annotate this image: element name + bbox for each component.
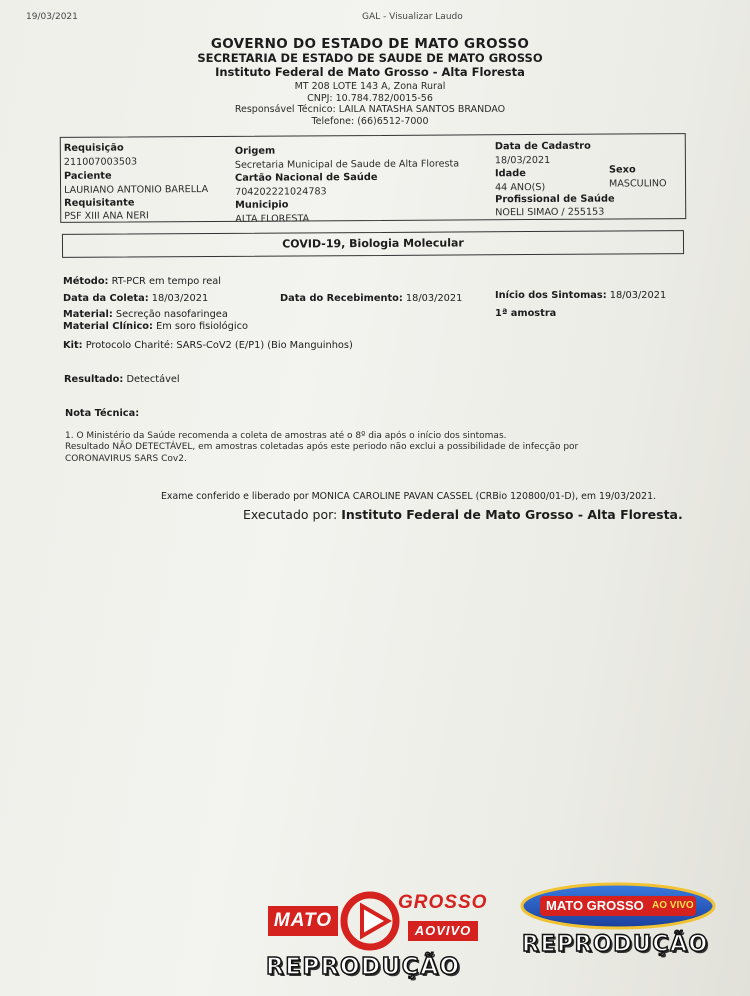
recebimento-line [280,293,462,304]
amostra-label: 1ª amostra [495,308,557,319]
profissional-value: NOELI SIMAO / 255153 [495,206,605,219]
print-title: GAL - Visualizar Laudo [362,12,463,22]
executado-value: Instituto Federal de Mato Grosso - Alta Floresta. [341,507,683,522]
material-clinico-value: Em soro fisiológico [156,321,248,332]
header-responsavel: Responsável Técnico: LAILA NATASHA SANTOS BRANDAO [234,104,506,115]
municipio-label: Municipio [235,199,289,211]
requisitante-value: PSF XIII ANA NERI [64,210,149,222]
material-label: Material: [63,309,113,320]
logo1-aovivo: AOVIVO [408,921,478,941]
kit-line [63,340,353,351]
logo2-aovivo: AO VIVO [652,900,694,911]
idade-value: 44 ANO(S) [495,181,546,194]
requisitante-label: Requisitante [64,197,135,209]
material-line [63,309,228,320]
requisicao-value: 211007003503 [63,156,138,168]
cartao-value: 704202221024783 [235,186,327,198]
material-value: Secreção nasofaringea [115,309,228,320]
sexo-label: Sexo [608,164,636,176]
origem-label: Origem [234,145,276,157]
logo2-reproducao: REPRODUÇÃO [522,932,709,957]
exam-title-box: COVID-19, Biologia Molecular [62,230,684,258]
idade-label: Idade [494,168,526,180]
origem-value: Secretaria Municipal de Saude de Alta Floresta [234,158,460,171]
coleta-label: Data da Coleta: [63,293,149,304]
paciente-label: Paciente [63,170,112,182]
kit-value: Protocolo Charité: SARS-CoV2 (E/P1) (Bio Manguinhos) [85,340,353,351]
mato-grosso-aovivo-logo-left [262,888,494,983]
recebimento-value: 18/03/2021 [405,293,463,304]
material-clinico-label: Material Clínico: [63,321,153,332]
header-line-1: GOVERNO DO ESTADO DE MATO GROSSO [210,36,530,52]
municipio-value: ALTA FLORESTA [235,213,310,225]
conferido-text: Exame conferido e liberado por MONICA CAROLINE PAVAN CASSEL (CRBio 120800/01-D), em 19/03/2021. [161,491,657,502]
kit-label: Kit: [63,340,83,351]
executado-line [243,507,683,522]
nota-line-2: Resultado NÃO DETECTÁVEL, em amostras coletadas após este periodo não exclui a possibilidade de infecção por [65,442,579,452]
metodo-label: Método: [63,276,109,287]
metodo-line [63,276,221,287]
coleta-value: 18/03/2021 [151,293,209,304]
resultado-label: Resultado: [64,374,124,385]
metodo-value: RT-PCR em tempo real [111,276,221,287]
logo1-grosso: GROSSO [398,892,488,913]
requisicao-label: Requisição [63,142,124,154]
header-line-3: Instituto Federal de Mato Grosso - Alta Floresta [215,65,525,79]
patient-info-box [60,133,687,223]
header-address: MT 208 LOTE 143 A, Zona Rural [294,81,446,92]
cartao-label: Cartão Nacional de Saúde [234,171,378,184]
coleta-line [63,293,208,304]
paciente-value: LAURIANO ANTONIO BARELLA [64,184,209,196]
header-cnpj: CNPJ: 10.784.782/0015-56 [307,93,433,104]
print-date: 19/03/2021 [26,12,78,22]
cadastro-label: Data de Cadastro [494,140,591,153]
nota-line-3: CORONAVIRUS SARS Cov2. [65,454,187,464]
cadastro-value: 18/03/2021 [494,154,551,167]
header-telefone: Telefone: (66)6512-7000 [311,116,429,127]
recebimento-label: Data do Recebimento: [280,293,403,304]
material-clinico-line [63,321,248,332]
sintomas-value: 18/03/2021 [609,290,667,301]
sintomas-label: Início dos Sintomas: [495,290,607,301]
logo2-text: MATO GROSSO [546,898,644,913]
profissional-label: Profissional de Saúde [495,193,615,206]
sintomas-line [495,290,666,301]
nota-line-1: 1. O Ministério da Saúde recomenda a coleta de amostras até o 8º dia após o início dos sintomas. [65,431,507,441]
executado-label: Executado por: [243,507,338,522]
nota-label: Nota Técnica: [65,408,140,419]
resultado-value: Detectável [126,374,180,385]
header-line-2: SECRETARIA DE ESTADO DE SAUDE DE MATO GROSSO [197,51,543,65]
resultado-line [64,374,180,385]
mato-grosso-aovivo-logo-right [518,882,718,962]
logo1-reproducao: REPRODUÇÃO [266,954,461,980]
sexo-value: MASCULINO [609,178,667,190]
logo1-mato: MATO [268,906,338,936]
